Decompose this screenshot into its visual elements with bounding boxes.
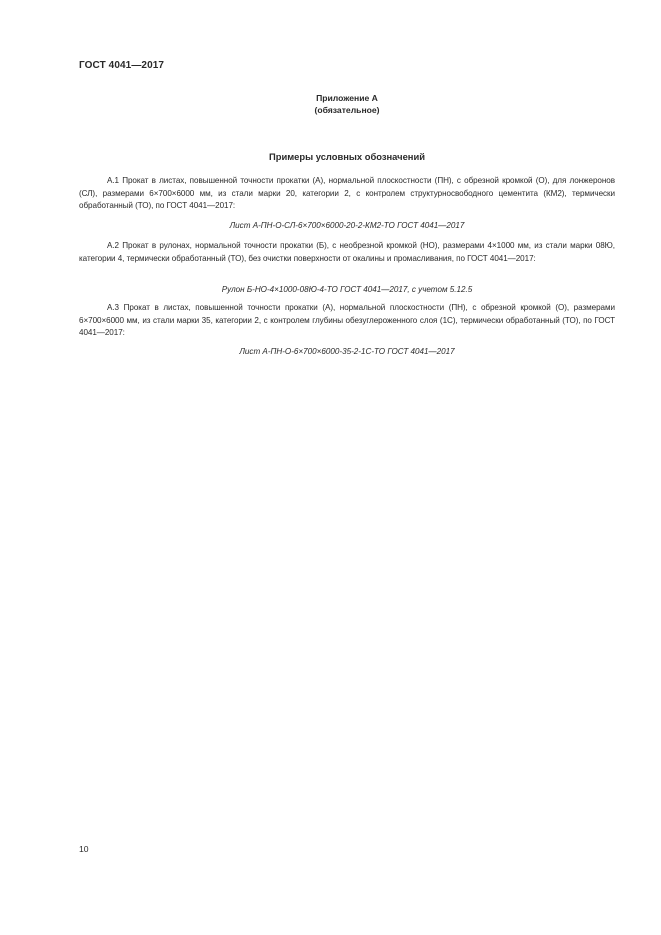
page-number: 10: [79, 844, 89, 854]
document-code-header: ГОСТ 4041—2017: [79, 60, 165, 71]
appendix-title: Приложение А: [316, 93, 378, 103]
paragraph-a1: А.1 Прокат в листах, повышенной точности прокатки (А), нормальной плоскостности (ПН), с обрезной кромкой (О), для лонжеронов (СЛ), размерами 6×700×6000 мм, из стали марки 20, категории 2, с контролем структурносвободного цементита (КМ2), термически обработанный (ТО), по ГОСТ 4041—2017:: [79, 176, 615, 211]
example-designation-a3: Лист А-ПН-О-6×700×6000-35-2-1С-ТО ГОСТ 4041—2017: [239, 347, 455, 356]
appendix-subtitle: (обязательное): [314, 105, 380, 115]
appendix-heading: [79, 92, 615, 116]
paragraph-a3: А.3 Прокат в листах, повышенной точности прокатки (А), нормальной плоскостности (ПН), с обрезной кромкой (О), размерами 6×700×6000 мм, из стали марки 35, категории 2, с контролем глубины обезуглероженного слоя (1С), термически обработанный (ТО), по ГОСТ 4041—2017:: [79, 303, 615, 338]
example-designation-a2: Рулон Б-НО-4×1000-08Ю-4-ТО ГОСТ 4041—2017, с учетом 5.12.5: [221, 285, 473, 294]
paragraph-a2: А.2 Прокат в рулонах, нормальной точности прокатки (Б), с необрезной кромкой (НО), размерами 4×1000 мм, из стали марки 08Ю, категории 4, термически обработанный (ТО), без очистки поверхности от окалины и промасливания, по ГОСТ 4041—2017:: [79, 241, 615, 263]
section-title: Примеры условных обозначений: [269, 151, 425, 162]
example-designation-a1: Лист А-ПН-О-СЛ-6×700×6000-20-2-КМ2-ТО ГОСТ 4041—2017: [229, 221, 465, 230]
